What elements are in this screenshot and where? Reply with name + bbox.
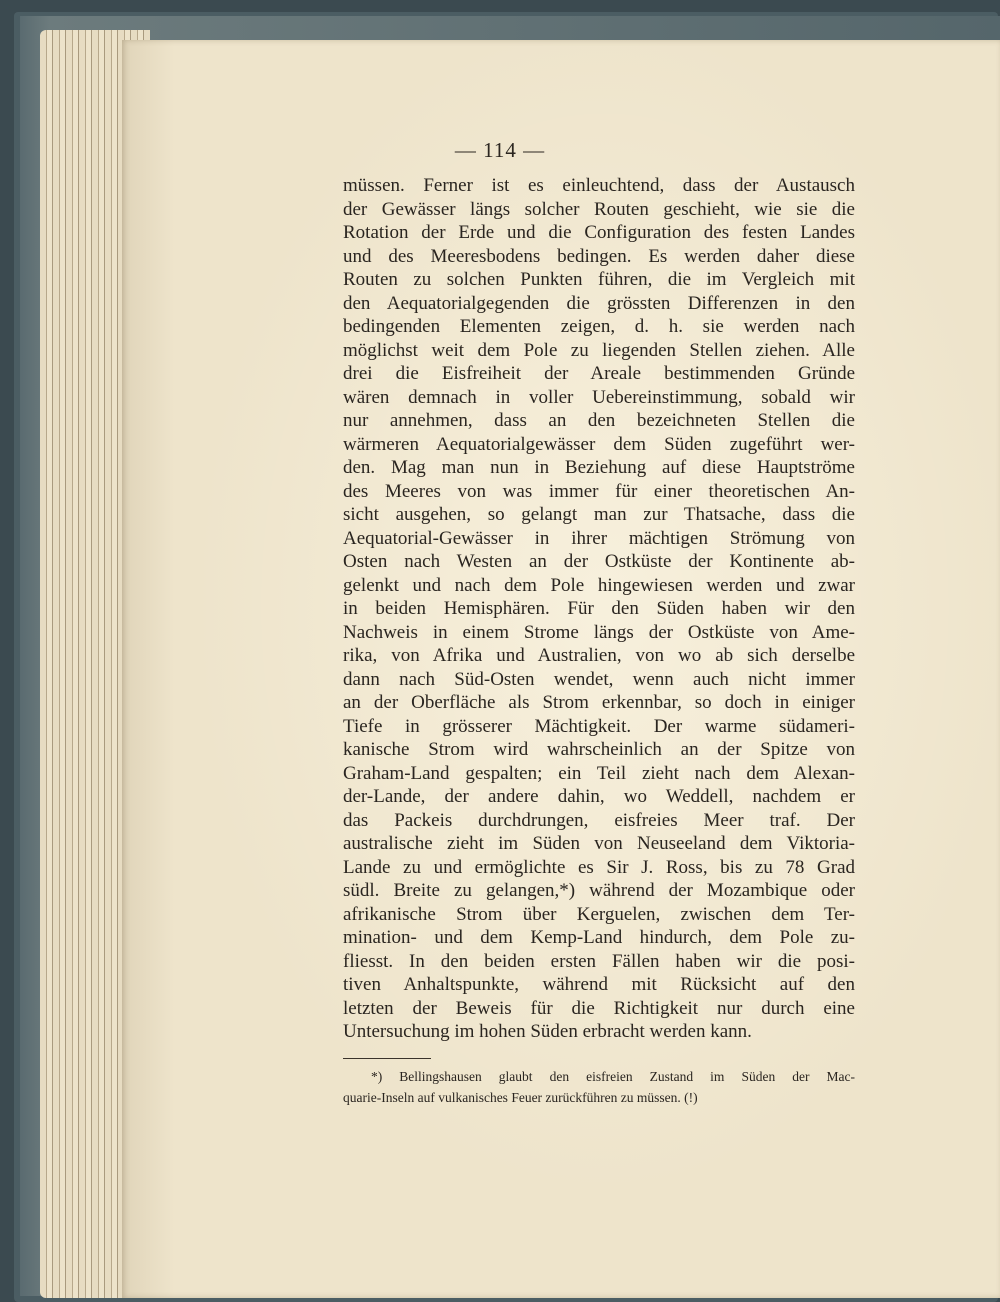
- text-line: drei die Eisfreiheit der Areale bestimmenden Gründe: [343, 363, 855, 384]
- text-line: tiven Anhaltspunkte, während mit Rücksicht auf den: [343, 974, 855, 995]
- text-line: Aequatorial-Gewässer in ihrer mächtigen Strömung von: [343, 527, 855, 549]
- footnote-line: quarie-Inseln auf vulkanisches Feuer zurückführen zu müssen. (!): [343, 1090, 698, 1105]
- text-line: das Packeis durchdrungen, eisfreies Meer traf. Der: [343, 809, 855, 831]
- footnote: [343, 1066, 855, 1108]
- text-line: den. Mag man nun in Beziehung auf diese Hauptströme: [343, 457, 855, 478]
- text-line: australische zieht im Süden von Neuseeland dem Viktoria-: [343, 833, 855, 854]
- text-line: wärmeren Aequatorialgewässer dem Süden zugeführt wer-: [343, 433, 855, 455]
- text-line: in beiden Hemisphären. Für den Süden haben wir den: [343, 598, 855, 619]
- text-line: Graham-Land gespalten; ein Teil zieht nach dem Alexan-: [343, 762, 855, 784]
- text-line: den Aequatorialgegenden die grössten Differenzen in den: [343, 292, 855, 314]
- text-line: Rotation der Erde und die Configuration des festen Landes: [343, 222, 855, 243]
- footnote-divider: [343, 1058, 431, 1059]
- text-line: rika, von Afrika und Australien, von wo ab sich derselbe: [343, 645, 855, 666]
- text-line: afrikanische Strom über Kerguelen, zwischen dem Ter-: [343, 903, 855, 925]
- text-line: gelenkt und nach dem Pole hingewiesen werden und zwar: [343, 574, 855, 596]
- text-line: Routen zu solchen Punkten führen, die im Vergleich mit: [343, 269, 855, 290]
- text-line: des Meeres von was immer für einer theoretischen An-: [343, 480, 855, 502]
- text-line: kanische Strom wird wahrscheinlich an der Spitze von: [343, 739, 855, 760]
- text-line: Untersuchung im hohen Süden erbracht werden kann.: [343, 1021, 752, 1042]
- text-line: und des Meeresbodens bedingen. Es werden daher diese: [343, 245, 855, 267]
- text-line: Tiefe in grösserer Mächtigkeit. Der warme südameri-: [343, 715, 855, 737]
- text-line: mination- und dem Kemp-Land hindurch, dem Pole zu-: [343, 927, 855, 948]
- text-line: nur annehmen, dass an den bezeichneten Stellen die: [343, 410, 855, 431]
- text-line: bedingenden Elementen zeigen, d. h. sie werden nach: [343, 316, 855, 337]
- text-line: wären demnach in voller Uebereinstimmung, sobald wir: [343, 386, 855, 408]
- text-line: Nachweis in einem Strome längs der Ostküste von Ame-: [343, 621, 855, 643]
- text-line: Lande zu und ermöglichte es Sir J. Ross, bis zu 78 Grad: [343, 856, 855, 878]
- text-line: dann nach Süd-Osten wendet, wenn auch nicht immer: [343, 668, 855, 690]
- text-line: Osten nach Westen an der Ostküste der Kontinente ab-: [343, 551, 855, 572]
- text-line: der Gewässer längs solcher Routen geschieht, wie sie die: [343, 198, 855, 220]
- text-line: müssen. Ferner ist es einleuchtend, dass der Austausch: [343, 175, 855, 196]
- text-line: fliesst. In den beiden ersten Fällen haben wir die posi-: [343, 950, 855, 972]
- text-line: letzten der Beweis für die Richtigkeit nur durch eine: [343, 997, 855, 1019]
- text-line: der-Lande, der andere dahin, wo Weddell, nachdem er: [343, 786, 855, 807]
- footnote-line: *) Bellingshausen glaubt den eisfreien Zustand im Süden der Mac-: [371, 1069, 855, 1084]
- page-number: — 114 —: [454, 138, 546, 162]
- text-line: südl. Breite zu gelangen,*) während der Mozambique oder: [343, 880, 855, 901]
- body-text: [343, 174, 855, 1044]
- text-line: sicht ausgehen, so gelangt man zur Thatsache, dass die: [343, 504, 855, 525]
- text-line: an der Oberfläche als Strom erkennbar, so doch in einiger: [343, 692, 855, 713]
- text-line: möglichst weit dem Pole zu liegenden Stellen ziehen. Alle: [343, 339, 855, 361]
